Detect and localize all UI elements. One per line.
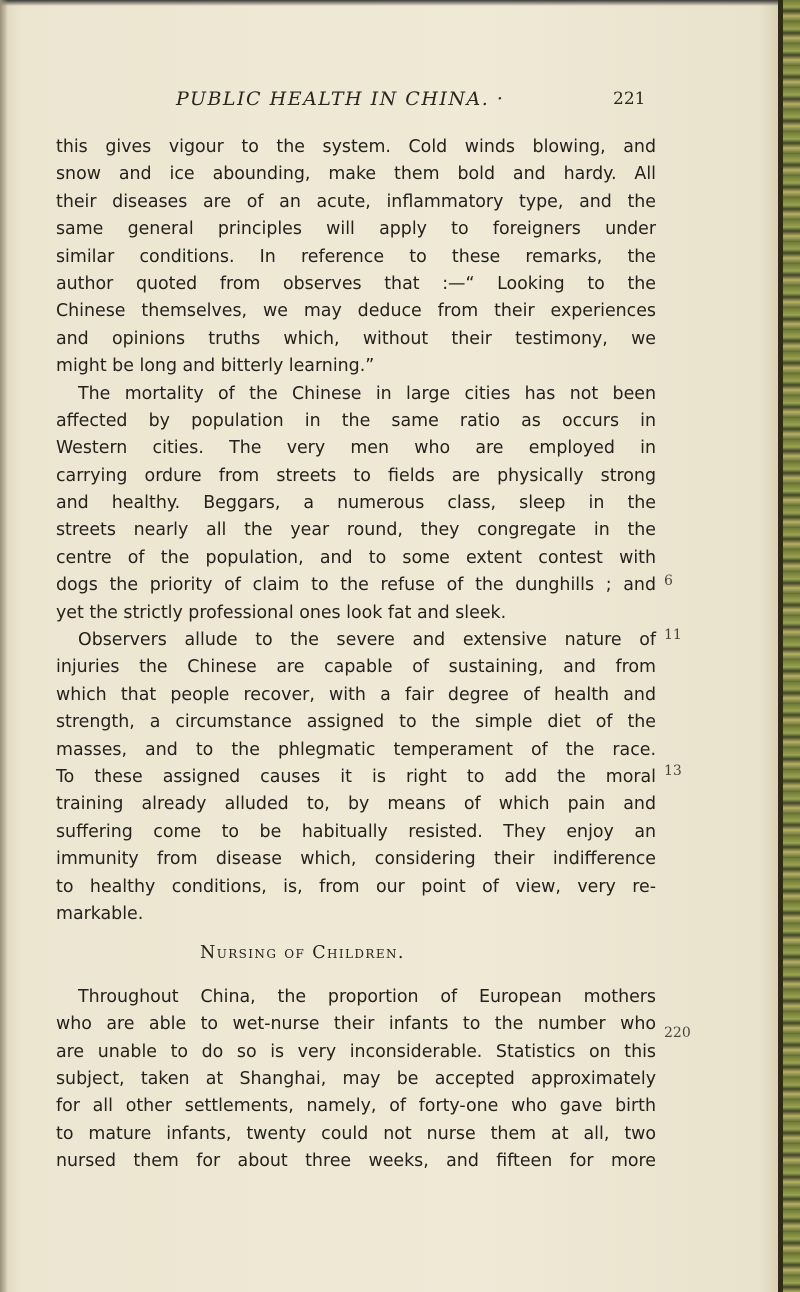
- text-line: and opinions truths which, without their testimony, we: [56, 328, 656, 349]
- text-line: markable.: [56, 903, 144, 924]
- text-line: Observers allude to the severe and extensive nature of: [78, 630, 656, 651]
- margin-line-number: 6: [664, 573, 673, 589]
- text-line: to mature infants, twenty could not nurse them at all, two: [56, 1123, 656, 1144]
- margin-line-number: 220: [664, 1025, 691, 1041]
- page-number: 221: [613, 89, 646, 109]
- text-line: Throughout China, the proportion of European mothers: [78, 986, 656, 1007]
- text-line: carrying ordure from streets to fields are physically strong: [56, 465, 656, 486]
- text-line: their diseases are of an acute, inflammatory type, and the: [56, 191, 656, 212]
- text-line: and healthy. Beggars, a numerous class, sleep in the: [56, 493, 656, 514]
- section-heading: Nursing of Children.: [200, 943, 405, 964]
- margin-line-number: 13: [664, 763, 682, 779]
- text-line: to healthy conditions, is, from our point of view, very re-: [56, 876, 656, 897]
- book-binding-edge: [778, 0, 800, 1292]
- text-line: The mortality of the Chinese in large cities has not been: [78, 383, 656, 404]
- text-line: immunity from disease which, considering their indifference: [56, 849, 656, 870]
- text-line: Western cities. The very men who are employed in: [56, 438, 656, 459]
- text-line: this gives vigour to the system. Cold winds blowing, and: [56, 137, 656, 157]
- body-text: [56, 134, 656, 1175]
- text-line: strength, a circumstance assigned to the simple diet of the: [56, 712, 656, 733]
- text-line: similar conditions. In reference to these remarks, the: [56, 246, 656, 267]
- page-left-edge: [0, 0, 8, 1292]
- text-line: training already alluded to, by means of which pain and: [56, 794, 656, 815]
- text-line: centre of the population, and to some extent contest with: [56, 547, 656, 568]
- text-line: suffering come to be habitually resisted. They enjoy an: [56, 821, 656, 842]
- text-line: snow and ice abounding, make them bold and hardy. All: [56, 164, 656, 185]
- page-header: [0, 88, 800, 118]
- running-title: PUBLIC HEALTH IN CHINA. ·: [176, 88, 505, 110]
- text-line: masses, and to the phlegmatic temperament of the race.: [56, 739, 656, 760]
- text-line: author quoted from observes that :—“ Looking to the: [56, 273, 656, 294]
- text-line: streets nearly all the year round, they congregate in the: [56, 520, 656, 541]
- text-line: affected by population in the same ratio as occurs in: [56, 410, 656, 431]
- text-line: Chinese themselves, we may deduce from their experiences: [56, 301, 656, 322]
- text-line: who are able to wet-nurse their infants to the number who: [56, 1014, 656, 1035]
- page-top-shadow: [0, 0, 780, 6]
- text-line: nursed them for about three weeks, and fifteen for more: [56, 1151, 656, 1172]
- text-line: dogs the priority of claim to the refuse of the dunghills ; and: [56, 575, 656, 596]
- text-line: might be long and bitterly learning.”: [56, 356, 375, 377]
- margin-line-number: 11: [664, 627, 682, 643]
- text-line: subject, taken at Shanghai, may be accepted approximately: [56, 1068, 656, 1089]
- text-line: same general principles will apply to foreigners under: [56, 219, 656, 240]
- text-line: which that people recover, with a fair degree of health and: [56, 684, 656, 705]
- text-line: for all other settlements, namely, of forty-one who gave birth: [56, 1096, 656, 1117]
- text-line: injuries the Chinese are capable of sustaining, and from: [56, 657, 656, 678]
- text-line: yet the strictly professional ones look fat and sleek.: [56, 602, 507, 623]
- text-line: To these assigned causes it is right to add the moral: [56, 766, 656, 787]
- text-line: are unable to do so is very inconsiderable. Statistics on this: [56, 1041, 656, 1062]
